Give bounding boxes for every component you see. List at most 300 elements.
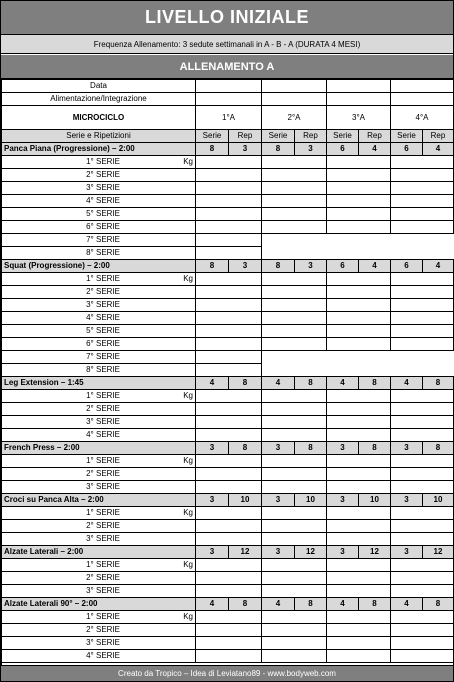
info-entry-cell[interactable] bbox=[327, 80, 391, 93]
set-entry-cell[interactable] bbox=[196, 208, 262, 221]
set-label: 4° SERIE bbox=[86, 313, 120, 322]
set-entry-cell[interactable] bbox=[196, 585, 262, 598]
scheme-value: 8 bbox=[295, 377, 327, 390]
microciclo-label: MICROCICLO bbox=[2, 106, 196, 130]
scheme-value: 8 bbox=[295, 598, 327, 611]
set-row bbox=[2, 156, 454, 169]
set-entry-cell[interactable] bbox=[262, 221, 327, 234]
set-label: 8° SERIE bbox=[86, 365, 120, 374]
set-label-cell bbox=[2, 624, 196, 637]
set-label-cell bbox=[2, 390, 196, 403]
set-entry-cell[interactable] bbox=[196, 364, 262, 377]
set-entry-cell[interactable] bbox=[262, 650, 327, 663]
set-label: 5° SERIE bbox=[86, 326, 120, 335]
empty-area bbox=[262, 364, 454, 377]
set-label: 1° SERIE bbox=[86, 391, 120, 400]
set-label: 3° SERIE bbox=[86, 183, 120, 192]
info-row bbox=[2, 80, 454, 93]
set-entry-cell[interactable] bbox=[196, 429, 262, 442]
set-entry-cell[interactable] bbox=[327, 169, 391, 182]
set-label: 3° SERIE bbox=[86, 482, 120, 491]
scheme-value: 4 bbox=[391, 598, 423, 611]
scheme-value: 3 bbox=[262, 546, 295, 559]
sheet-title: LIVELLO INIZIALE bbox=[1, 1, 453, 34]
scheme-value: 8 bbox=[359, 442, 391, 455]
exercise-row bbox=[2, 143, 454, 156]
scheme-value: 3 bbox=[229, 143, 262, 156]
exercise-name: Squat (Progressione) – 2:00 bbox=[2, 260, 196, 273]
set-entry-cell[interactable] bbox=[196, 533, 262, 546]
set-entry-cell[interactable] bbox=[196, 520, 262, 533]
scheme-value: 3 bbox=[196, 494, 229, 507]
set-entry-cell[interactable] bbox=[262, 481, 327, 494]
set-label: 5° SERIE bbox=[86, 209, 120, 218]
kg-unit-label: Kg bbox=[183, 612, 193, 621]
set-entry-cell[interactable] bbox=[327, 156, 391, 169]
set-label-cell bbox=[2, 403, 196, 416]
scheme-value: 10 bbox=[359, 494, 391, 507]
set-entry-cell[interactable] bbox=[391, 637, 454, 650]
exercise-name: Alzate Laterali 90° – 2:00 bbox=[2, 598, 196, 611]
scheme-value: 12 bbox=[295, 546, 327, 559]
info-label: Data bbox=[2, 80, 196, 93]
set-label: 2° SERIE bbox=[86, 625, 120, 634]
set-entry-cell[interactable] bbox=[196, 559, 262, 572]
set-label: 4° SERIE bbox=[86, 430, 120, 439]
set-entry-cell[interactable] bbox=[262, 416, 327, 429]
set-entry-cell[interactable] bbox=[391, 169, 454, 182]
set-row bbox=[2, 208, 454, 221]
set-entry-cell[interactable] bbox=[196, 325, 262, 338]
set-label: 2° SERIE bbox=[86, 469, 120, 478]
scheme-value: 6 bbox=[327, 143, 359, 156]
kg-unit-label: Kg bbox=[183, 508, 193, 517]
set-entry-cell[interactable] bbox=[327, 585, 391, 598]
set-entry-cell[interactable] bbox=[262, 585, 327, 598]
week-label: 3°A bbox=[327, 106, 391, 130]
set-label-cell bbox=[2, 338, 196, 351]
set-label-cell bbox=[2, 650, 196, 663]
scheme-value: 8 bbox=[196, 143, 229, 156]
empty-area bbox=[262, 351, 454, 364]
set-entry-cell[interactable] bbox=[262, 624, 327, 637]
set-row bbox=[2, 221, 454, 234]
scheme-value: 6 bbox=[327, 260, 359, 273]
set-label-cell bbox=[2, 325, 196, 338]
set-entry-cell[interactable] bbox=[196, 182, 262, 195]
set-entry-cell[interactable] bbox=[327, 520, 391, 533]
set-entry-cell[interactable] bbox=[327, 624, 391, 637]
set-entry-cell[interactable] bbox=[196, 234, 262, 247]
scheme-value: 4 bbox=[391, 377, 423, 390]
serie-header: Serie bbox=[196, 130, 229, 143]
set-label-cell bbox=[2, 286, 196, 299]
set-entry-cell[interactable] bbox=[262, 299, 327, 312]
scheme-value: 8 bbox=[229, 377, 262, 390]
set-entry-cell[interactable] bbox=[262, 611, 327, 624]
set-entry-cell[interactable] bbox=[327, 637, 391, 650]
set-entry-cell[interactable] bbox=[196, 468, 262, 481]
set-entry-cell[interactable] bbox=[391, 299, 454, 312]
set-entry-cell[interactable] bbox=[262, 429, 327, 442]
set-entry-cell[interactable] bbox=[196, 637, 262, 650]
info-entry-cell[interactable] bbox=[391, 80, 454, 93]
section-title: ALLENAMENTO A bbox=[1, 55, 453, 79]
info-entry-cell[interactable] bbox=[262, 80, 327, 93]
scheme-value: 3 bbox=[196, 442, 229, 455]
set-label: 1° SERIE bbox=[86, 157, 120, 166]
set-label: 2° SERIE bbox=[86, 170, 120, 179]
set-row bbox=[2, 611, 454, 624]
set-entry-cell[interactable] bbox=[262, 390, 327, 403]
scheme-value: 3 bbox=[196, 546, 229, 559]
set-entry-cell[interactable] bbox=[327, 299, 391, 312]
week-label: 4°A bbox=[391, 106, 454, 130]
set-entry-cell[interactable] bbox=[262, 273, 327, 286]
set-label: 1° SERIE bbox=[86, 560, 120, 569]
set-entry-cell[interactable] bbox=[196, 299, 262, 312]
info-entry-cell[interactable] bbox=[196, 80, 262, 93]
exercise-row bbox=[2, 598, 454, 611]
set-entry-cell[interactable] bbox=[196, 481, 262, 494]
scheme-value: 12 bbox=[359, 546, 391, 559]
set-entry-cell[interactable] bbox=[196, 650, 262, 663]
set-entry-cell[interactable] bbox=[327, 208, 391, 221]
kg-unit-label: Kg bbox=[183, 456, 193, 465]
set-entry-cell[interactable] bbox=[262, 156, 327, 169]
scheme-value: 4 bbox=[262, 377, 295, 390]
set-entry-cell[interactable] bbox=[391, 572, 454, 585]
set-label-cell bbox=[2, 156, 196, 169]
set-label-cell bbox=[2, 611, 196, 624]
set-row bbox=[2, 195, 454, 208]
set-entry-cell[interactable] bbox=[327, 468, 391, 481]
set-row bbox=[2, 572, 454, 585]
set-row bbox=[2, 507, 454, 520]
set-label: 1° SERIE bbox=[86, 508, 120, 517]
set-label-cell bbox=[2, 234, 196, 247]
set-label-cell bbox=[2, 455, 196, 468]
set-entry-cell[interactable] bbox=[391, 208, 454, 221]
set-entry-cell[interactable] bbox=[391, 559, 454, 572]
set-entry-cell[interactable] bbox=[391, 416, 454, 429]
set-label-cell bbox=[2, 312, 196, 325]
set-row bbox=[2, 273, 454, 286]
set-entry-cell[interactable] bbox=[196, 247, 262, 260]
set-label-cell bbox=[2, 416, 196, 429]
scheme-value: 8 bbox=[359, 377, 391, 390]
set-label-cell bbox=[2, 637, 196, 650]
series-header-row bbox=[2, 130, 454, 143]
set-label: 3° SERIE bbox=[86, 586, 120, 595]
set-entry-cell[interactable] bbox=[196, 624, 262, 637]
set-entry-cell[interactable] bbox=[262, 559, 327, 572]
set-entry-cell[interactable] bbox=[391, 507, 454, 520]
set-label-cell bbox=[2, 195, 196, 208]
scheme-value: 8 bbox=[229, 598, 262, 611]
set-entry-cell[interactable] bbox=[327, 416, 391, 429]
set-row bbox=[2, 390, 454, 403]
set-entry-cell[interactable] bbox=[262, 325, 327, 338]
scheme-value: 3 bbox=[295, 143, 327, 156]
set-entry-cell[interactable] bbox=[327, 481, 391, 494]
set-entry-cell[interactable] bbox=[262, 507, 327, 520]
serie-header: Serie bbox=[262, 130, 295, 143]
set-label: 3° SERIE bbox=[86, 638, 120, 647]
set-entry-cell[interactable] bbox=[196, 286, 262, 299]
exercise-row bbox=[2, 494, 454, 507]
set-row bbox=[2, 624, 454, 637]
set-entry-cell[interactable] bbox=[327, 429, 391, 442]
set-entry-cell[interactable] bbox=[327, 390, 391, 403]
scheme-value: 8 bbox=[229, 442, 262, 455]
set-entry-cell[interactable] bbox=[391, 455, 454, 468]
scheme-value: 3 bbox=[391, 442, 423, 455]
set-row bbox=[2, 364, 454, 377]
set-entry-cell[interactable] bbox=[262, 182, 327, 195]
set-row bbox=[2, 455, 454, 468]
set-row bbox=[2, 286, 454, 299]
scheme-value: 3 bbox=[327, 442, 359, 455]
scheme-value: 3 bbox=[229, 260, 262, 273]
exercise-name: Leg Extension – 1:45 bbox=[2, 377, 196, 390]
set-row bbox=[2, 481, 454, 494]
set-label-cell bbox=[2, 559, 196, 572]
set-entry-cell[interactable] bbox=[327, 559, 391, 572]
set-entry-cell[interactable] bbox=[196, 611, 262, 624]
set-row bbox=[2, 299, 454, 312]
set-entry-cell[interactable] bbox=[391, 481, 454, 494]
set-label: 7° SERIE bbox=[86, 235, 120, 244]
exercise-row bbox=[2, 260, 454, 273]
rep-header: Rep bbox=[423, 130, 454, 143]
series-header-label: Serie e Ripetizioni bbox=[2, 130, 196, 143]
set-row bbox=[2, 234, 454, 247]
set-row bbox=[2, 520, 454, 533]
set-entry-cell[interactable] bbox=[327, 338, 391, 351]
scheme-value: 12 bbox=[423, 546, 454, 559]
set-entry-cell[interactable] bbox=[327, 455, 391, 468]
set-entry-cell[interactable] bbox=[327, 182, 391, 195]
set-row bbox=[2, 650, 454, 663]
set-label: 2° SERIE bbox=[86, 404, 120, 413]
set-entry-cell[interactable] bbox=[391, 195, 454, 208]
set-entry-cell[interactable] bbox=[327, 611, 391, 624]
set-label: 4° SERIE bbox=[86, 651, 120, 660]
set-entry-cell[interactable] bbox=[391, 182, 454, 195]
info-entry-cell[interactable] bbox=[262, 93, 327, 106]
info-entry-cell[interactable] bbox=[196, 93, 262, 106]
set-label: 1° SERIE bbox=[86, 612, 120, 621]
set-entry-cell[interactable] bbox=[391, 390, 454, 403]
exercise-name: French Press – 2:00 bbox=[2, 442, 196, 455]
set-entry-cell[interactable] bbox=[196, 455, 262, 468]
info-entry-cell[interactable] bbox=[327, 93, 391, 106]
set-label-cell bbox=[2, 533, 196, 546]
set-entry-cell[interactable] bbox=[262, 195, 327, 208]
serie-header: Serie bbox=[327, 130, 359, 143]
set-label: 1° SERIE bbox=[86, 274, 120, 283]
scheme-value: 10 bbox=[295, 494, 327, 507]
set-entry-cell[interactable] bbox=[391, 312, 454, 325]
kg-unit-label: Kg bbox=[183, 157, 193, 166]
rep-header: Rep bbox=[359, 130, 391, 143]
set-entry-cell[interactable] bbox=[391, 156, 454, 169]
set-entry-cell[interactable] bbox=[327, 650, 391, 663]
set-label-cell bbox=[2, 299, 196, 312]
set-entry-cell[interactable] bbox=[391, 403, 454, 416]
set-entry-cell[interactable] bbox=[327, 507, 391, 520]
set-label: 3° SERIE bbox=[86, 417, 120, 426]
exercise-name: Croci su Panca Alta – 2:00 bbox=[2, 494, 196, 507]
set-entry-cell[interactable] bbox=[327, 403, 391, 416]
set-label-cell bbox=[2, 585, 196, 598]
rep-header: Rep bbox=[295, 130, 327, 143]
set-entry-cell[interactable] bbox=[391, 533, 454, 546]
set-label: 2° SERIE bbox=[86, 287, 120, 296]
set-row bbox=[2, 338, 454, 351]
scheme-value: 4 bbox=[327, 598, 359, 611]
set-entry-cell[interactable] bbox=[391, 585, 454, 598]
set-entry-cell[interactable] bbox=[391, 520, 454, 533]
set-label: 3° SERIE bbox=[86, 534, 120, 543]
set-entry-cell[interactable] bbox=[391, 611, 454, 624]
set-label: 2° SERIE bbox=[86, 521, 120, 530]
scheme-value: 4 bbox=[196, 377, 229, 390]
set-entry-cell[interactable] bbox=[196, 338, 262, 351]
set-label: 1° SERIE bbox=[86, 456, 120, 465]
set-row bbox=[2, 585, 454, 598]
scheme-value: 6 bbox=[391, 260, 423, 273]
set-entry-cell[interactable] bbox=[327, 195, 391, 208]
set-entry-cell[interactable] bbox=[327, 312, 391, 325]
scheme-value: 3 bbox=[262, 494, 295, 507]
kg-unit-label: Kg bbox=[183, 391, 193, 400]
set-entry-cell[interactable] bbox=[327, 533, 391, 546]
empty-area bbox=[262, 247, 454, 260]
set-label-cell bbox=[2, 429, 196, 442]
scheme-value: 8 bbox=[359, 598, 391, 611]
set-row bbox=[2, 312, 454, 325]
set-entry-cell[interactable] bbox=[391, 325, 454, 338]
set-entry-cell[interactable] bbox=[196, 273, 262, 286]
set-label-cell bbox=[2, 507, 196, 520]
set-entry-cell[interactable] bbox=[196, 416, 262, 429]
rep-header: Rep bbox=[229, 130, 262, 143]
set-entry-cell[interactable] bbox=[262, 520, 327, 533]
set-entry-cell[interactable] bbox=[262, 169, 327, 182]
set-label-cell bbox=[2, 351, 196, 364]
set-entry-cell[interactable] bbox=[196, 572, 262, 585]
set-label-cell bbox=[2, 169, 196, 182]
set-label: 4° SERIE bbox=[86, 196, 120, 205]
set-row bbox=[2, 637, 454, 650]
set-row bbox=[2, 247, 454, 260]
set-label-cell bbox=[2, 364, 196, 377]
set-entry-cell[interactable] bbox=[262, 312, 327, 325]
footer-credits: Creato da Tropico – Idea di Leviatano89 - www.bodyweb.com bbox=[1, 665, 453, 681]
set-entry-cell[interactable] bbox=[262, 208, 327, 221]
set-entry-cell[interactable] bbox=[196, 312, 262, 325]
scheme-value: 4 bbox=[327, 377, 359, 390]
set-label: 2° SERIE bbox=[86, 573, 120, 582]
set-label-cell bbox=[2, 572, 196, 585]
set-entry-cell[interactable] bbox=[262, 403, 327, 416]
set-entry-cell[interactable] bbox=[391, 273, 454, 286]
set-entry-cell[interactable] bbox=[327, 572, 391, 585]
set-entry-cell[interactable] bbox=[262, 455, 327, 468]
scheme-value: 4 bbox=[262, 598, 295, 611]
set-entry-cell[interactable] bbox=[196, 351, 262, 364]
serie-header: Serie bbox=[391, 130, 423, 143]
scheme-value: 8 bbox=[423, 442, 454, 455]
set-row bbox=[2, 416, 454, 429]
set-row bbox=[2, 533, 454, 546]
set-entry-cell[interactable] bbox=[327, 286, 391, 299]
set-entry-cell[interactable] bbox=[262, 533, 327, 546]
set-entry-cell[interactable] bbox=[196, 156, 262, 169]
set-row bbox=[2, 468, 454, 481]
set-entry-cell[interactable] bbox=[196, 195, 262, 208]
set-row bbox=[2, 325, 454, 338]
set-entry-cell[interactable] bbox=[262, 572, 327, 585]
set-entry-cell[interactable] bbox=[196, 390, 262, 403]
week-label: 2°A bbox=[262, 106, 327, 130]
set-entry-cell[interactable] bbox=[327, 325, 391, 338]
set-entry-cell[interactable] bbox=[391, 468, 454, 481]
set-label: 6° SERIE bbox=[86, 339, 120, 348]
exercise-name: Alzate Laterali – 2:00 bbox=[2, 546, 196, 559]
set-entry-cell[interactable] bbox=[262, 286, 327, 299]
microciclo-row bbox=[2, 106, 454, 130]
set-entry-cell[interactable] bbox=[327, 273, 391, 286]
set-entry-cell[interactable] bbox=[196, 507, 262, 520]
set-label-cell bbox=[2, 208, 196, 221]
set-entry-cell[interactable] bbox=[391, 338, 454, 351]
set-entry-cell[interactable] bbox=[196, 403, 262, 416]
set-entry-cell[interactable] bbox=[391, 624, 454, 637]
scheme-value: 3 bbox=[295, 260, 327, 273]
set-label-cell bbox=[2, 520, 196, 533]
set-entry-cell[interactable] bbox=[196, 169, 262, 182]
scheme-value: 3 bbox=[391, 494, 423, 507]
set-entry-cell[interactable] bbox=[196, 221, 262, 234]
kg-unit-label: Kg bbox=[183, 274, 193, 283]
set-entry-cell[interactable] bbox=[391, 286, 454, 299]
set-entry-cell[interactable] bbox=[262, 338, 327, 351]
scheme-value: 8 bbox=[423, 377, 454, 390]
exercise-name: Panca Piana (Progressione) – 2:00 bbox=[2, 143, 196, 156]
set-entry-cell[interactable] bbox=[262, 637, 327, 650]
set-label-cell bbox=[2, 468, 196, 481]
set-entry-cell[interactable] bbox=[391, 429, 454, 442]
set-row bbox=[2, 429, 454, 442]
set-entry-cell[interactable] bbox=[391, 221, 454, 234]
scheme-value: 8 bbox=[295, 442, 327, 455]
set-entry-cell[interactable] bbox=[262, 468, 327, 481]
kg-unit-label: Kg bbox=[183, 560, 193, 569]
info-entry-cell[interactable] bbox=[391, 93, 454, 106]
set-label-cell bbox=[2, 481, 196, 494]
scheme-value: 3 bbox=[262, 442, 295, 455]
scheme-value: 3 bbox=[327, 494, 359, 507]
frequency-note: Frequenza Allenamento: 3 sedute settimanali in A - B - A (DURATA 4 MESI) bbox=[1, 34, 453, 54]
scheme-value: 4 bbox=[359, 260, 391, 273]
scheme-value: 4 bbox=[423, 143, 454, 156]
set-entry-cell[interactable] bbox=[391, 650, 454, 663]
scheme-value: 10 bbox=[229, 494, 262, 507]
set-entry-cell[interactable] bbox=[327, 221, 391, 234]
